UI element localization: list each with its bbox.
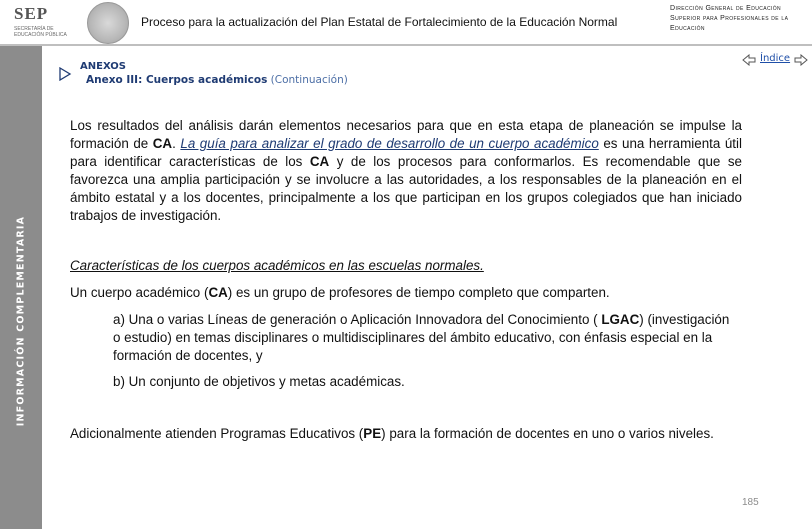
previous-arrow-icon[interactable] [742,54,756,66]
sidebar-label: INFORMACIÓN COMPLEMENTARIA [15,215,27,427]
index-link[interactable]: Índice [760,53,791,64]
text: Los resultados del análisis darán elementos necesarios para que en esta etapa de planeación se impulse la formación de [70,118,742,151]
paragraph-programs [70,425,742,443]
header-title: Proceso para la actualización del Plan Estatal de Fortalecimiento de la Educación Normal [141,15,618,29]
paragraph-intro [70,117,742,225]
page-header [0,0,812,46]
section-title [86,74,348,86]
acronym-ca: CA [309,154,330,169]
page-number: 185 [742,497,759,508]
page-navigation [740,53,812,69]
sep-logo [6,3,70,39]
next-arrow-icon[interactable] [794,54,808,66]
header-divider [0,44,812,46]
section-label: ANEXOS [80,61,126,72]
sep-logo-subtext: SECRETARÍA DE EDUCACIÓN PÚBLICA [14,26,67,38]
list-item-a [113,311,733,365]
text: ) es un grupo de profesores de tiempo completo que comparten. [227,285,610,300]
department-name: Dirección General de Educación Superior para Profesionales de la Educación [670,5,789,32]
text: . [172,136,181,151]
acronym-ca: CA [152,136,173,151]
list-item-b: b) Un conjunto de objetivos y metas académicas. [113,374,405,389]
section-title-text: Anexo III: Cuerpos académicos [86,74,268,86]
text: ) para la formación de docentes en uno o varios niveles. [381,426,714,441]
acronym-lgac: LGAC [601,312,640,327]
subheading-characteristics: Características de los cuerpos académicos en las escuelas normales. [70,258,484,273]
text: es una herramienta útil para identificar características de los [70,136,742,169]
sep-logo-text: SEP [14,4,49,23]
text: y de los procesos para conformarlos. Es recomendable que se favorezca una amplia participación y se involucre a las autoridades, a los responsables de la planeación en el ámbito estatal y a los docentes, principalmente a los que participan en los grupos colegiados que han iniciado trabajos de investigación. [70,154,742,223]
sidebar [0,46,42,529]
text: a) Una o varias Líneas de generación o Aplicación Innovadora del Conocimiento ( [113,312,602,327]
play-arrow-icon [58,67,72,81]
section-continuation: (Continuación) [270,74,348,86]
paragraph-definition [70,284,610,302]
acronym-ca: CA [208,285,228,300]
text: Un cuerpo académico ( [70,285,209,300]
guide-link[interactable]: La guía para analizar el grado de desarrollo de un cuerpo académico [180,136,599,151]
text: Adicionalmente atienden Programas Educativos ( [70,426,364,441]
text: ) (investigación o estudio) en temas disciplinares o multidisciplinares del ámbito educativo, con énfasis especial en la formación de docentes, y [113,312,730,363]
mexico-seal-icon [87,2,129,44]
acronym-pe: PE [363,426,382,441]
